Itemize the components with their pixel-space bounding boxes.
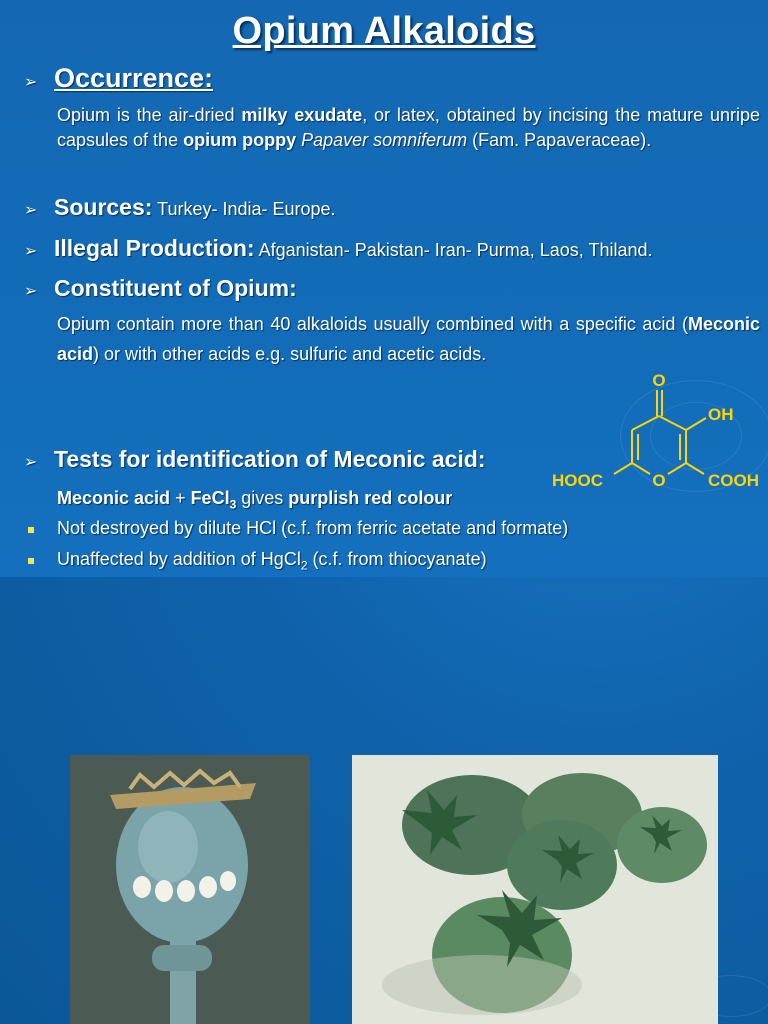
green-poppy-capsules-photo (352, 755, 718, 1024)
test-item: Not destroyed by dilute HCl (c.f. from ferric acetate and formate) (57, 518, 569, 538)
carboxyl-left-label: HOOC (552, 471, 603, 490)
poppy-capsules-illustration (352, 755, 718, 1024)
arrow-bullet-icon: ➢ (24, 202, 38, 219)
occurrence-heading: ➢ Occurrence: (24, 63, 214, 93)
occurrence-paragraph: Opium is the air-dried milky exudate, or latex, obtained by incising the mature unripe capsules of the opium poppy Papaver somniferum (Fam. Papaveraceae). (57, 105, 760, 150)
poppy-capsule-photo (70, 755, 310, 1024)
meconic-acid-structure (546, 364, 768, 494)
constituent-heading: ➢ Constituent of Opium: (24, 275, 297, 301)
tests-heading: ➢ Tests for identification of Meconic acid: (24, 446, 486, 472)
carbonyl-oxygen-label: O (652, 371, 666, 390)
arrow-bullet-icon: ➢ (24, 283, 38, 300)
arrow-bullet-icon: ➢ (24, 74, 38, 91)
carboxyl-right-label: COOH (708, 471, 759, 490)
arrow-bullet-icon: ➢ (24, 454, 38, 471)
square-bullet-icon (28, 527, 34, 533)
ring-bonds (614, 390, 706, 474)
hydroxyl-label: OH (708, 405, 734, 424)
sources-text: Turkey- India- Europe. (152, 199, 336, 219)
illegal-production-heading: ➢ Illegal Production: Afganistan- Pakistan- Iran- Purma, Laos, Thiland. (24, 235, 653, 261)
test-item: Unaffected by addition of HgCl$_2$ (c.f. from thiocyanate) (57, 549, 487, 573)
poppy-capsule-illustration (70, 755, 310, 1024)
illegal-production-text: Afganistan- Pakistan- Iran- Purma, Laos, Thiland. (254, 240, 653, 260)
slide-title: Opium Alkaloids (232, 10, 536, 52)
meconic-reaction-line: Meconic acid + FeCl$_3$ gives purplish red colour (57, 488, 453, 512)
arrow-bullet-icon: ➢ (24, 243, 38, 260)
sources-heading: ➢ Sources: Turkey- India- Europe. (24, 194, 336, 220)
square-bullet-icon (28, 558, 34, 564)
constituent-paragraph: Opium contain more than 40 alkaloids usually combined with a specific acid (Meconic acid) or with other acids e.g. sulfuric and acetic acids. (57, 314, 760, 364)
ring-oxygen-label: O (652, 471, 666, 490)
